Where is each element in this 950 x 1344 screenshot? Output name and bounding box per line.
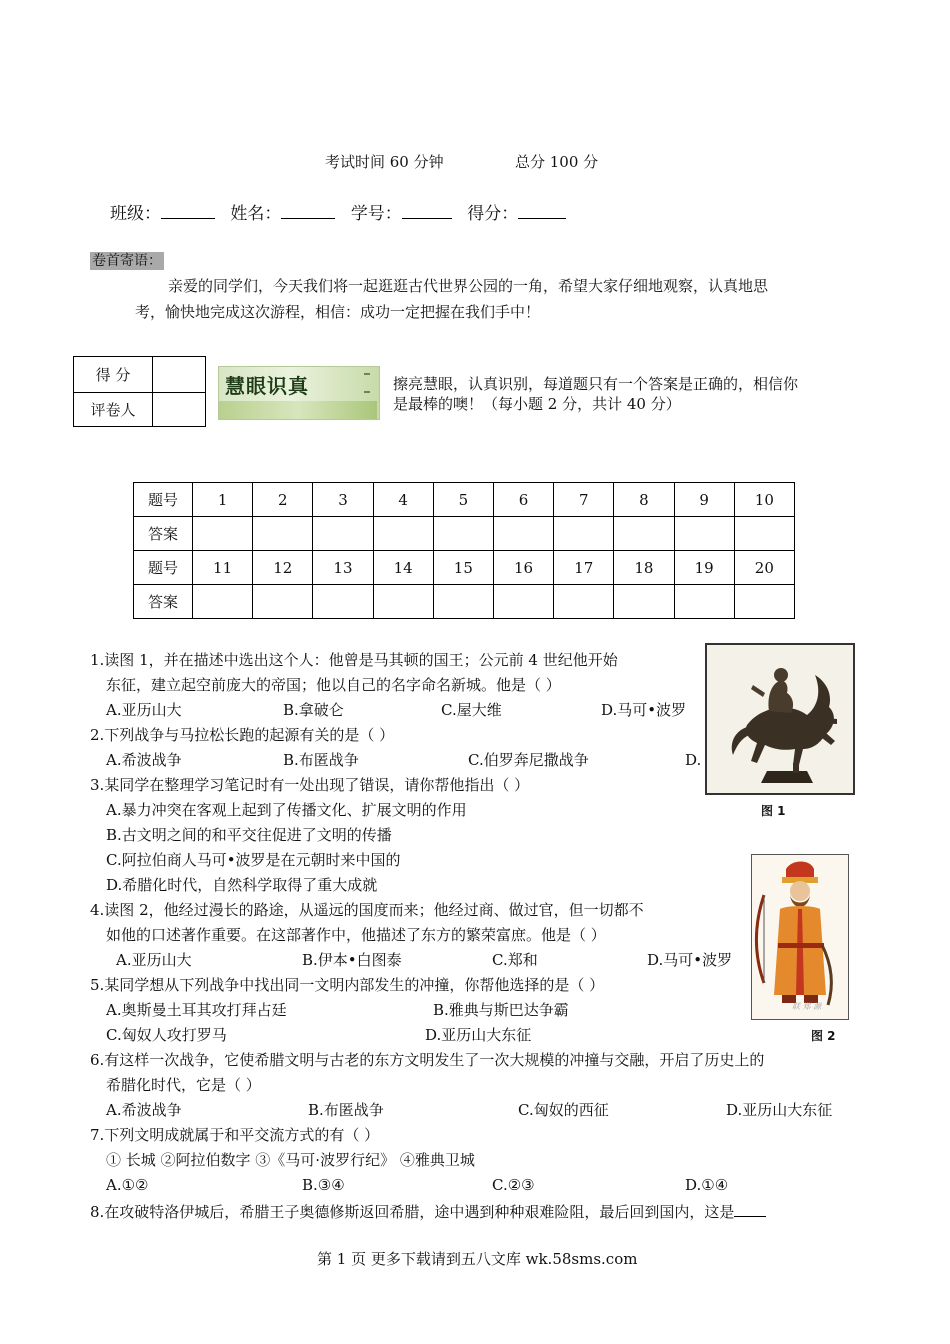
table-row: [134, 585, 795, 619]
q-number-label: 题号: [134, 483, 193, 517]
q7-items: ① 长城 ②阿拉伯数字 ③《马可·波罗行纪》 ④雅典卫城: [106, 1151, 475, 1169]
section-banner: [218, 366, 380, 420]
preface-line-2: 考，愉快地完成这次游程，相信：成功一定把握在我们手中！: [135, 303, 541, 321]
q7-option-d[interactable]: D.①④: [685, 1176, 729, 1194]
score-box-score-cell[interactable]: [153, 357, 206, 393]
answer-cell[interactable]: [253, 585, 313, 619]
q4-option-d[interactable]: D.马可•波罗: [647, 951, 733, 969]
class-blank[interactable]: [161, 202, 215, 219]
q7-option-a[interactable]: A.①②: [106, 1176, 149, 1194]
answer-cell[interactable]: [674, 585, 734, 619]
q-number-cell: 16: [493, 551, 553, 585]
answer-cell[interactable]: [734, 585, 794, 619]
q5-stem: 5.某同学想从下列战争中找出同一文明内部发生的冲撞，你帮他选择的是（ ）: [90, 976, 605, 994]
q7-option-b[interactable]: B.③④: [302, 1176, 345, 1194]
q-number-cell: 14: [373, 551, 433, 585]
score-box-score-label: 得 分: [74, 357, 153, 393]
student-info-row: [110, 202, 566, 224]
score-box-grader-label: 评卷人: [74, 393, 153, 427]
q-number-cell: 2: [253, 483, 313, 517]
q-number-cell: 8: [614, 483, 674, 517]
q3-option-c[interactable]: C.阿拉伯商人马可•波罗是在元朝时来中国的: [106, 851, 401, 869]
answer-cell[interactable]: [614, 585, 674, 619]
answer-cell[interactable]: [554, 517, 614, 551]
section-intro-line-2: 是最棒的噢！（每小题 2 分，共计 40 分）: [393, 395, 681, 413]
q8-stem-text: 8.在攻破特洛伊城后，希腊王子奥德修斯返回希腊，途中遇到种种艰难险阻，最后回到国内，这是: [90, 1203, 735, 1221]
exam-time: 考试时间 60 分钟: [325, 153, 444, 171]
q2-stem: 2.下列战争与马拉松长跑的起源有关的是（ ）: [90, 726, 395, 744]
q6-option-b[interactable]: B.布匿战争: [308, 1101, 384, 1119]
q1-stem-line-1: 1.读图 1，并在描述中选出这个人：他曾是马其顿的国王；公元前 4 世纪他开始: [90, 651, 618, 669]
q1-option-b[interactable]: B.拿破仑: [283, 701, 344, 719]
q4-stem-line-2: 如他的口述著作重要。在这部著作中，他描述了东方的繁荣富庶。他是（ ）: [106, 926, 606, 944]
q1-option-d[interactable]: D.马可•波罗: [601, 701, 687, 719]
q-number-cell: 7: [554, 483, 614, 517]
answer-cell[interactable]: [734, 517, 794, 551]
q-number-cell: 13: [313, 551, 373, 585]
answer-cell[interactable]: [193, 517, 253, 551]
q8-stem: [90, 1200, 766, 1222]
answer-cell[interactable]: [433, 585, 493, 619]
name-blank[interactable]: [281, 202, 335, 219]
q4-option-c[interactable]: C.郑和: [492, 951, 538, 969]
answer-cell[interactable]: [313, 585, 373, 619]
q5-option-d[interactable]: D.亚历山大东征: [425, 1026, 532, 1044]
q6-stem-line-1: 6.有这样一次战争，它使希腊文明与古老的东方文明发生了一次大规模的冲撞与交融，开启了历史上的: [90, 1051, 765, 1069]
table-row: [134, 551, 795, 585]
answer-cell[interactable]: [554, 585, 614, 619]
total-score: 总分 100 分: [515, 153, 599, 171]
figure-1: [705, 643, 855, 795]
q2-option-b[interactable]: B.布匿战争: [283, 751, 359, 769]
id-label: 学号：: [350, 204, 402, 224]
q-number-cell: 10: [734, 483, 794, 517]
q4-option-b[interactable]: B.伊本•白图泰: [302, 951, 402, 969]
q2-option-d[interactable]: D.: [685, 751, 702, 769]
q1-option-c[interactable]: C.屋大维: [441, 701, 502, 719]
q-number-cell: 19: [674, 551, 734, 585]
figure-2-watermark: 联 郑 源: [792, 1002, 822, 1011]
q-number-cell: 5: [433, 483, 493, 517]
score-blank[interactable]: [518, 202, 566, 219]
q-number-cell: 12: [253, 551, 313, 585]
answer-cell[interactable]: [373, 585, 433, 619]
q-number-cell: 18: [614, 551, 674, 585]
answer-cell[interactable]: [433, 517, 493, 551]
preface-line-1: 亲爱的同学们，今天我们将一起逛逛古代世界公园的一角，希望大家仔细地观察，认真地思: [168, 277, 769, 295]
q1-stem-line-2: 东征，建立起空前庞大的帝国；他以自己的名字命名新城。他是（ ）: [106, 676, 561, 694]
q7-option-c[interactable]: C.②③: [492, 1176, 535, 1194]
q3-option-a[interactable]: A.暴力冲突在客观上起到了传播文化、扩展文明的作用: [106, 801, 467, 819]
q1-option-a[interactable]: A.亚历山大: [106, 701, 182, 719]
answer-cell[interactable]: [193, 585, 253, 619]
q8-blank[interactable]: [734, 1200, 766, 1217]
answer-cell[interactable]: [493, 517, 553, 551]
q6-option-c[interactable]: C.匈奴的西征: [518, 1101, 609, 1119]
q-number-cell: 4: [373, 483, 433, 517]
q-number-cell: 9: [674, 483, 734, 517]
horse-rider-statue-icon: [707, 645, 853, 793]
section-intro-line-1: 擦亮慧眼，认真识别，每道题只有一个答案是正确的，相信你: [393, 375, 799, 393]
table-row: [134, 517, 795, 551]
section-banner-text: 慧眼识真: [225, 374, 309, 398]
answer-cell[interactable]: [614, 517, 674, 551]
q6-option-d[interactable]: D.亚历山大东征: [726, 1101, 833, 1119]
q2-option-c[interactable]: C.伯罗奔尼撒战争: [468, 751, 589, 769]
answer-label: 答案: [134, 517, 193, 551]
q4-stem-line-1: 4.读图 2，他经过漫长的路途，从遥远的国度而来；他经过商、做过官，但一切都不: [90, 901, 644, 919]
answer-cell[interactable]: [674, 517, 734, 551]
id-blank[interactable]: [402, 202, 452, 219]
q-number-cell: 3: [313, 483, 373, 517]
q-number-cell: 1: [193, 483, 253, 517]
name-label: 姓名：: [230, 204, 282, 224]
answer-cell[interactable]: [313, 517, 373, 551]
q3-option-d[interactable]: D.希腊化时代，自然科学取得了重大成就: [106, 876, 378, 894]
banner-mark-icon: [364, 373, 370, 393]
answer-cell[interactable]: [373, 517, 433, 551]
q7-stem: 7.下列文明成就属于和平交流方式的有（ ）: [90, 1126, 380, 1144]
score-label: 得分：: [467, 204, 519, 224]
q3-stem: 3.某同学在整理学习笔记时有一处出现了错误，请你帮他指出（ ）: [90, 776, 530, 794]
answer-cell[interactable]: [253, 517, 313, 551]
answer-cell[interactable]: [493, 585, 553, 619]
q4-option-a[interactable]: A.亚历山大: [116, 951, 192, 969]
q-number-cell: 17: [554, 551, 614, 585]
q2-option-a[interactable]: A.希波战争: [106, 751, 182, 769]
figure-2: [751, 854, 849, 1020]
marco-polo-portrait-icon: [752, 855, 848, 1019]
answer-table: [133, 482, 795, 619]
q-number-cell: 20: [734, 551, 794, 585]
q3-option-b[interactable]: B.古文明之间的和平交往促进了文明的传播: [106, 826, 392, 844]
page-footer: 第 1 页 更多下载请到五八文库 wk.58sms.com: [317, 1250, 638, 1268]
table-row: [134, 483, 795, 517]
q6-option-a[interactable]: A.希波战争: [106, 1101, 182, 1119]
preface-title: 卷首寄语：: [92, 253, 162, 269]
answer-label: 答案: [134, 585, 193, 619]
q-number-cell: 15: [433, 551, 493, 585]
q5-option-b[interactable]: B.雅典与斯巴达争霸: [433, 1001, 569, 1019]
q-number-cell: 11: [193, 551, 253, 585]
banner-decoration: [219, 401, 377, 419]
figure-1-caption: 图 1: [761, 804, 786, 818]
score-box-grader-cell[interactable]: [153, 393, 206, 427]
q5-option-a[interactable]: A.奥斯曼土耳其攻打拜占廷: [106, 1001, 287, 1019]
score-box: [73, 356, 206, 427]
q6-stem-line-2: 希腊化时代，它是（ ）: [106, 1076, 261, 1094]
figure-2-caption: 图 2: [811, 1029, 836, 1043]
q5-option-c[interactable]: C.匈奴人攻打罗马: [106, 1026, 227, 1044]
q-number-cell: 6: [493, 483, 553, 517]
class-label: 班级：: [110, 204, 161, 224]
q-number-label: 题号: [134, 551, 193, 585]
